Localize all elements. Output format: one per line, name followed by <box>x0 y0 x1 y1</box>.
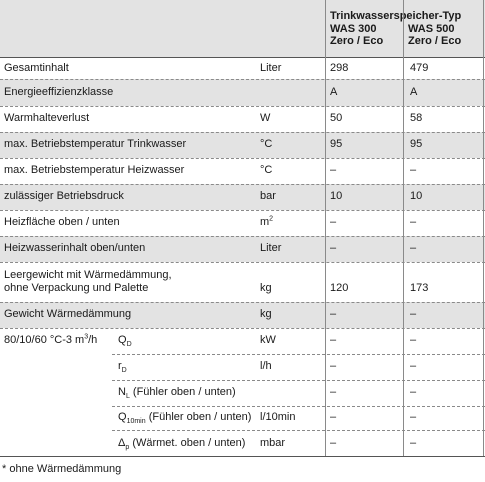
unit-base: m <box>260 216 270 228</box>
value-was300-druck: 10 <box>330 190 343 202</box>
sym-sub: L <box>125 393 130 401</box>
row-label-heizflaeche: Heizfläche oben / unten <box>4 216 120 228</box>
unit-leergewicht: kg <box>260 282 272 294</box>
rule <box>112 354 485 355</box>
value-was300-temp-trink: 95 <box>330 138 343 150</box>
value-was300-rd: – <box>330 360 337 372</box>
rule <box>112 380 485 381</box>
unit-rd: l/h <box>260 360 272 372</box>
col-divider <box>403 0 404 456</box>
unit-heizwasser: Liter <box>260 242 282 254</box>
unit-dp: mbar <box>260 437 286 449</box>
group-pre: 80/10/60 °C-3 m <box>4 334 85 346</box>
header-col2-line1: WAS 500 <box>408 23 455 35</box>
row-label-temp-trink: max. Betriebstemperatur Trinkwasser <box>4 138 187 150</box>
value-was300-qd: – <box>330 334 337 346</box>
value-was500-energie: A <box>410 86 418 98</box>
row-label-leergewicht-line1: Leergewicht mit Wärmedämmung, <box>4 269 172 281</box>
rule <box>112 430 485 431</box>
footnote: * ohne Wärmedämmung <box>2 463 122 475</box>
row-label-heizwasser: Heizwasserinhalt oben/unten <box>4 242 146 254</box>
row-label-gewicht-wd: Gewicht Wärmedämmung <box>4 308 132 320</box>
rule <box>0 328 485 329</box>
value-was300-gewicht-wd: – <box>330 308 337 320</box>
value-was500-gewicht-wd: – <box>410 308 417 320</box>
unit-temp-heiz: °C <box>260 164 273 176</box>
sym-sub: D <box>126 341 132 349</box>
rule <box>0 210 485 211</box>
group-label-test-condition <box>4 334 97 347</box>
header-col1-line2: Zero / Eco <box>330 35 384 47</box>
symbol-qd <box>118 334 132 347</box>
sym-sub: p <box>125 444 130 452</box>
header-col1-line1: WAS 300 <box>330 23 377 35</box>
value-was300-energie: A <box>330 86 338 98</box>
value-was300-temp-heiz: – <box>330 164 337 176</box>
value-was500-dp: – <box>410 437 417 449</box>
value-was500-gesamtinhalt: 479 <box>410 62 429 74</box>
value-was500-rd: – <box>410 360 417 372</box>
value-was500-temp-heiz: – <box>410 164 417 176</box>
header-col2-line2: Zero / Eco <box>408 35 462 47</box>
row-label-temp-heiz: max. Betriebstemperatur Heizwasser <box>4 164 185 176</box>
value-was500-warmhalte: 58 <box>410 112 423 124</box>
sym-text: (Fühler oben / unten) <box>145 411 252 423</box>
sym: Q <box>118 411 127 423</box>
rule <box>0 106 485 107</box>
rule <box>0 302 485 303</box>
row-label-gesamtinhalt: Gesamtinhalt <box>4 62 69 74</box>
value-was500-leergewicht: 173 <box>410 282 429 294</box>
symbol-nl <box>118 386 236 399</box>
symbol-rd <box>118 360 127 373</box>
unit-druck: bar <box>260 190 276 202</box>
rule <box>0 79 485 80</box>
sym: r <box>118 360 122 372</box>
rule <box>0 57 485 58</box>
symbol-dp <box>118 437 245 450</box>
sym: Δ <box>118 437 126 449</box>
value-was500-druck: 10 <box>410 190 423 202</box>
value-was300-warmhalte: 50 <box>330 112 343 124</box>
group-post: /h <box>88 334 98 346</box>
value-was500-qd: – <box>410 334 417 346</box>
unit-sup: 2 <box>269 215 274 223</box>
value-was300-heizflaeche: – <box>330 216 337 228</box>
unit-temp-trink: °C <box>260 138 273 150</box>
value-was500-heizwasser: – <box>410 242 417 254</box>
sym-sub: 10min <box>126 418 146 426</box>
rule <box>0 132 485 133</box>
unit-qd: kW <box>260 334 276 346</box>
value-was500-heizflaeche: – <box>410 216 417 228</box>
value-was500-nl: – <box>410 386 417 398</box>
value-was500-temp-trink: 95 <box>410 138 423 150</box>
symbol-q10min <box>118 411 251 424</box>
sym-text: (Wärmet. oben / unten) <box>129 437 246 449</box>
unit-warmhalte: W <box>260 112 271 124</box>
value-was300-dp: – <box>330 437 337 449</box>
rule <box>0 456 485 457</box>
row-label-druck: zulässiger Betriebsdruck <box>4 190 124 202</box>
value-was300-heizwasser: – <box>330 242 337 254</box>
value-was500-q10min: – <box>410 411 417 423</box>
sym: N <box>118 386 126 398</box>
header-group-title: Trinkwasserspeicher-Typ <box>330 10 462 22</box>
rule <box>0 158 485 159</box>
value-was300-leergewicht: 120 <box>330 282 349 294</box>
value-was300-nl: – <box>330 386 337 398</box>
unit-gesamtinhalt: Liter <box>260 62 282 74</box>
group-sup: 3 <box>84 333 89 341</box>
sym-sub: D <box>121 367 127 375</box>
col-divider <box>325 0 326 456</box>
unit-q10min: l/10min <box>260 411 296 423</box>
rule <box>0 236 485 237</box>
value-was300-gesamtinhalt: 298 <box>330 62 349 74</box>
sym-text: (Fühler oben / unten) <box>129 386 236 398</box>
sym: Q <box>118 334 127 346</box>
unit-gewicht-wd: kg <box>260 308 272 320</box>
value-was300-q10min: – <box>330 411 337 423</box>
rule <box>0 262 485 263</box>
row-label-energie: Energieeffizienzklasse <box>4 86 114 98</box>
col-divider <box>483 0 484 456</box>
row-label-warmhalte: Warmhalteverlust <box>4 112 90 124</box>
row-label-leergewicht-line2: ohne Verpackung und Palette <box>4 282 149 294</box>
unit-heizflaeche <box>260 216 273 229</box>
rule <box>0 184 485 185</box>
rule <box>112 406 485 407</box>
